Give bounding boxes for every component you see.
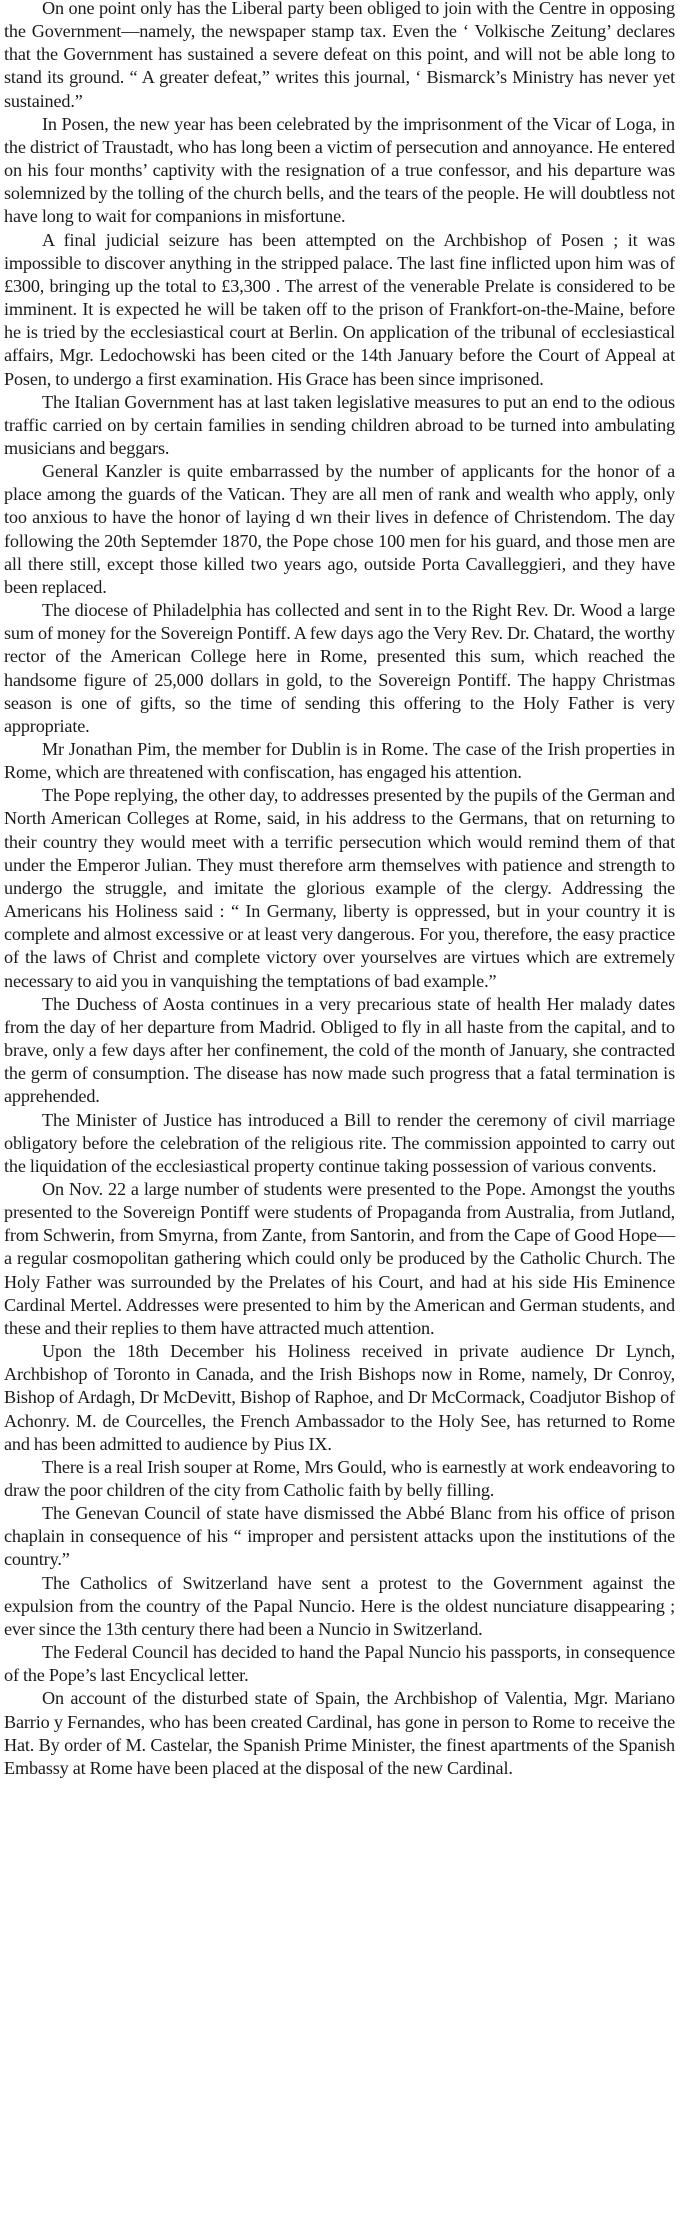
paragraph-pope-replying: The Pope replying, the other day, to addresses presented by the pupils of the German and North American Colleges at Rome, said, in his address to the Germans, that on returning to their country they would meet with a terrific persecution which would remind them of that under the Emperor Julian. They must therefore arm themselves with patience and strength to undergo the struggle, and imitate the glorious example of the clergy. Addressing the Americans his Holiness said : “ In Germany, liberty is oppressed, but in your country it is complete and almost excessive or at least very dangerous. For you, therefore, the easy practice of the laws of Christ and complete victory over yourselves are virtues which are extremely necessary to aid you in vanquishing the temptations of bad example.” [4, 785, 675, 991]
paragraph-italian-government: The Italian Government has at last taken legislative measures to put an end to the odious traffic carried on by certain families in sending children abroad to be turned into ambulating musicians and beggars. [4, 391, 675, 458]
paragraph-philadelphia: The diocese of Philadelphia has collected and sent in to the Right Rev. Dr. Wood a large sum of money for the Sovereign Pontiff. A few days ago the Very Rev. Dr. Chatard, the worthy rector of the American College here in Rome, presented this sum, which reached the handsome figure of 25,000 dollars in gold, to the Sovereign Pontiff. The happy Christmas season is one of gifts, so the time of sending this offering to the Holy Father is very appropriate. [4, 600, 675, 736]
paragraph-liberal-party: On one point only has the Liberal party been obliged to join with the Centre in opposing the Government—namely, the newspaper stamp tax. Even the ‘ Volkische Zeitung’ declares that the Government has sustained a severe defeat on this point, and will not be able long to stand its ground. “ A greater defeat,” writes this journal, ‘ Bismarck’s Ministry has never yet sustained.” [4, 0, 675, 111]
paragraph-spain-archbishop: On account of the disturbed state of Spain, the Archbishop of Valentia, Mgr. Mariano Barrio y Fernandes, who has been created Cardinal, has gone in person to Rome to receive the Hat. By order of M. Castelar, the Spanish Prime Minister, the finest apartments of the Spanish Embassy at Rome have been placed at the disposal of the new Cardinal. [4, 1688, 675, 1778]
paragraph-general-kanzler: General Kanzler is quite embarrassed by the number of applicants for the honor of a place among the guards of the Vatican. They are all men of rank and wealth who apply, only too anxious to have the honor of laying d wn their lives in defence of Christendom. The day following the 20th Septemder 1870, the Pope chose 100 men for his guard, and those men are all there still, except those killed two years ago, outside Porta Cavalleggieri, and they have been replaced. [4, 461, 675, 597]
paragraph-irish-souper: There is a real Irish souper at Rome, Mrs Gould, who is earnestly at work endeavoring to draw the poor children of the city from Catholic faith by belly filling. [4, 1456, 675, 1500]
paragraph-minister-justice: The Minister of Justice has introduced a Bill to render the ceremony of civil marriage obligatory before the celebration of the religious rite. The commission appointed to carry out the liquidation of the ecclesiastical property continue taking possession of various convents. [4, 1109, 675, 1176]
paragraph-duchess-aosta: The Duchess of Aosta continues in a very precarious state of health Her malady dates from the day of her departure from Madrid. Obliged to fly in all haste from the capital, and to brave, only a few days after her confinement, the cold of the month of January, she contracted the germ of consumption. The disease has now made such progress that a fatal termination is apprehended. [4, 993, 675, 1107]
paragraph-private-audience: Upon the 18th December his Holiness received in private audience Dr Lynch, Archbishop of Toronto in Canada, and the Irish Bishops now in Rome, namely, Dr Conroy, Bishop of Ardagh, Dr McDevitt, Bishop of Raphoe, and Dr McCormack, Coadjutor Bishop of Achonry. M. de Courcelles, the French Ambassador to the Holy See, has returned to Rome and has been admitted to audience by Pius IX. [4, 1341, 675, 1454]
paragraph-archbishop-posen: A final judicial seizure has been attempted on the Archbishop of Posen ; it was impossible to discover anything in the stripped palace. The last fine inflicted upon him was of £300, bringing up the total to £3,300 . The arrest of the venerable Prelate is considered to be imminent. It is expected he will be taken off to the prison of Frankfort-on-the-Maine, before he is tried by the ecclesiastical court at Berlin. On application of the tribunal of ecclesiastical affairs, Mgr. Ledochowski has been cited or the 14th January before the Court of Appeal at Posen, to undergo a first examination. His Grace has been since imprisoned. [4, 229, 675, 389]
paragraph-genevan-council: The Genevan Council of state have dismissed the Abbé Blanc from his office of prison chaplain in consequence of his “ improper and persistent attacks upon the institutions of the country.” [4, 1503, 675, 1570]
paragraph-federal-council: The Federal Council has decided to hand the Papal Nuncio his passports, in consequence of the Pope’s last Encyclical letter. [4, 1642, 675, 1686]
paragraph-jonathan-pim: Mr Jonathan Pim, the member for Dublin is in Rome. The case of the Irish properties in Rome, which are threatened with confiscation, has engaged his attention. [4, 739, 675, 783]
paragraph-students-presented: On Nov. 22 a large number of students were presented to the Pope. Amongst the youths presented to the Sovereign Pontiff were students of Propaganda from Australia, from Jutland, from Schwerin, from Smyrna, from Zante, from Santorin, and from the Cape of Good Hope—a regular cosmopolitan gathering which could only be produced by the Catholic Church. The Holy Father was surrounded by the Prelates of his Court, and had at his side His Eminence Cardinal Mertel. Addresses were presented to him by the American and German students, and these and their replies to them have attracted much attention. [4, 1178, 675, 1338]
paragraph-catholics-switzerland: The Catholics of Switzerland have sent a protest to the Government against the expulsion from the country of the Papal Nuncio. Here is the oldest nunciature disappearing ; ever since the 13th century there had been a Nuncio in Switzerland. [4, 1572, 675, 1639]
news-column [4, 0, 675, 1780]
paragraph-posen-vicar: In Posen, the new year has been celebrated by the imprisonment of the Vicar of Loga, in the district of Traustadt, who has long been a victim of persecution and annoyance. He entered on his four months’ captivity with the resignation of a true confessor, and his departure was solemnized by the tolling of the church bells, and the tears of the people. He will doubtless not have long to wait for companions in misfortune. [4, 113, 675, 227]
